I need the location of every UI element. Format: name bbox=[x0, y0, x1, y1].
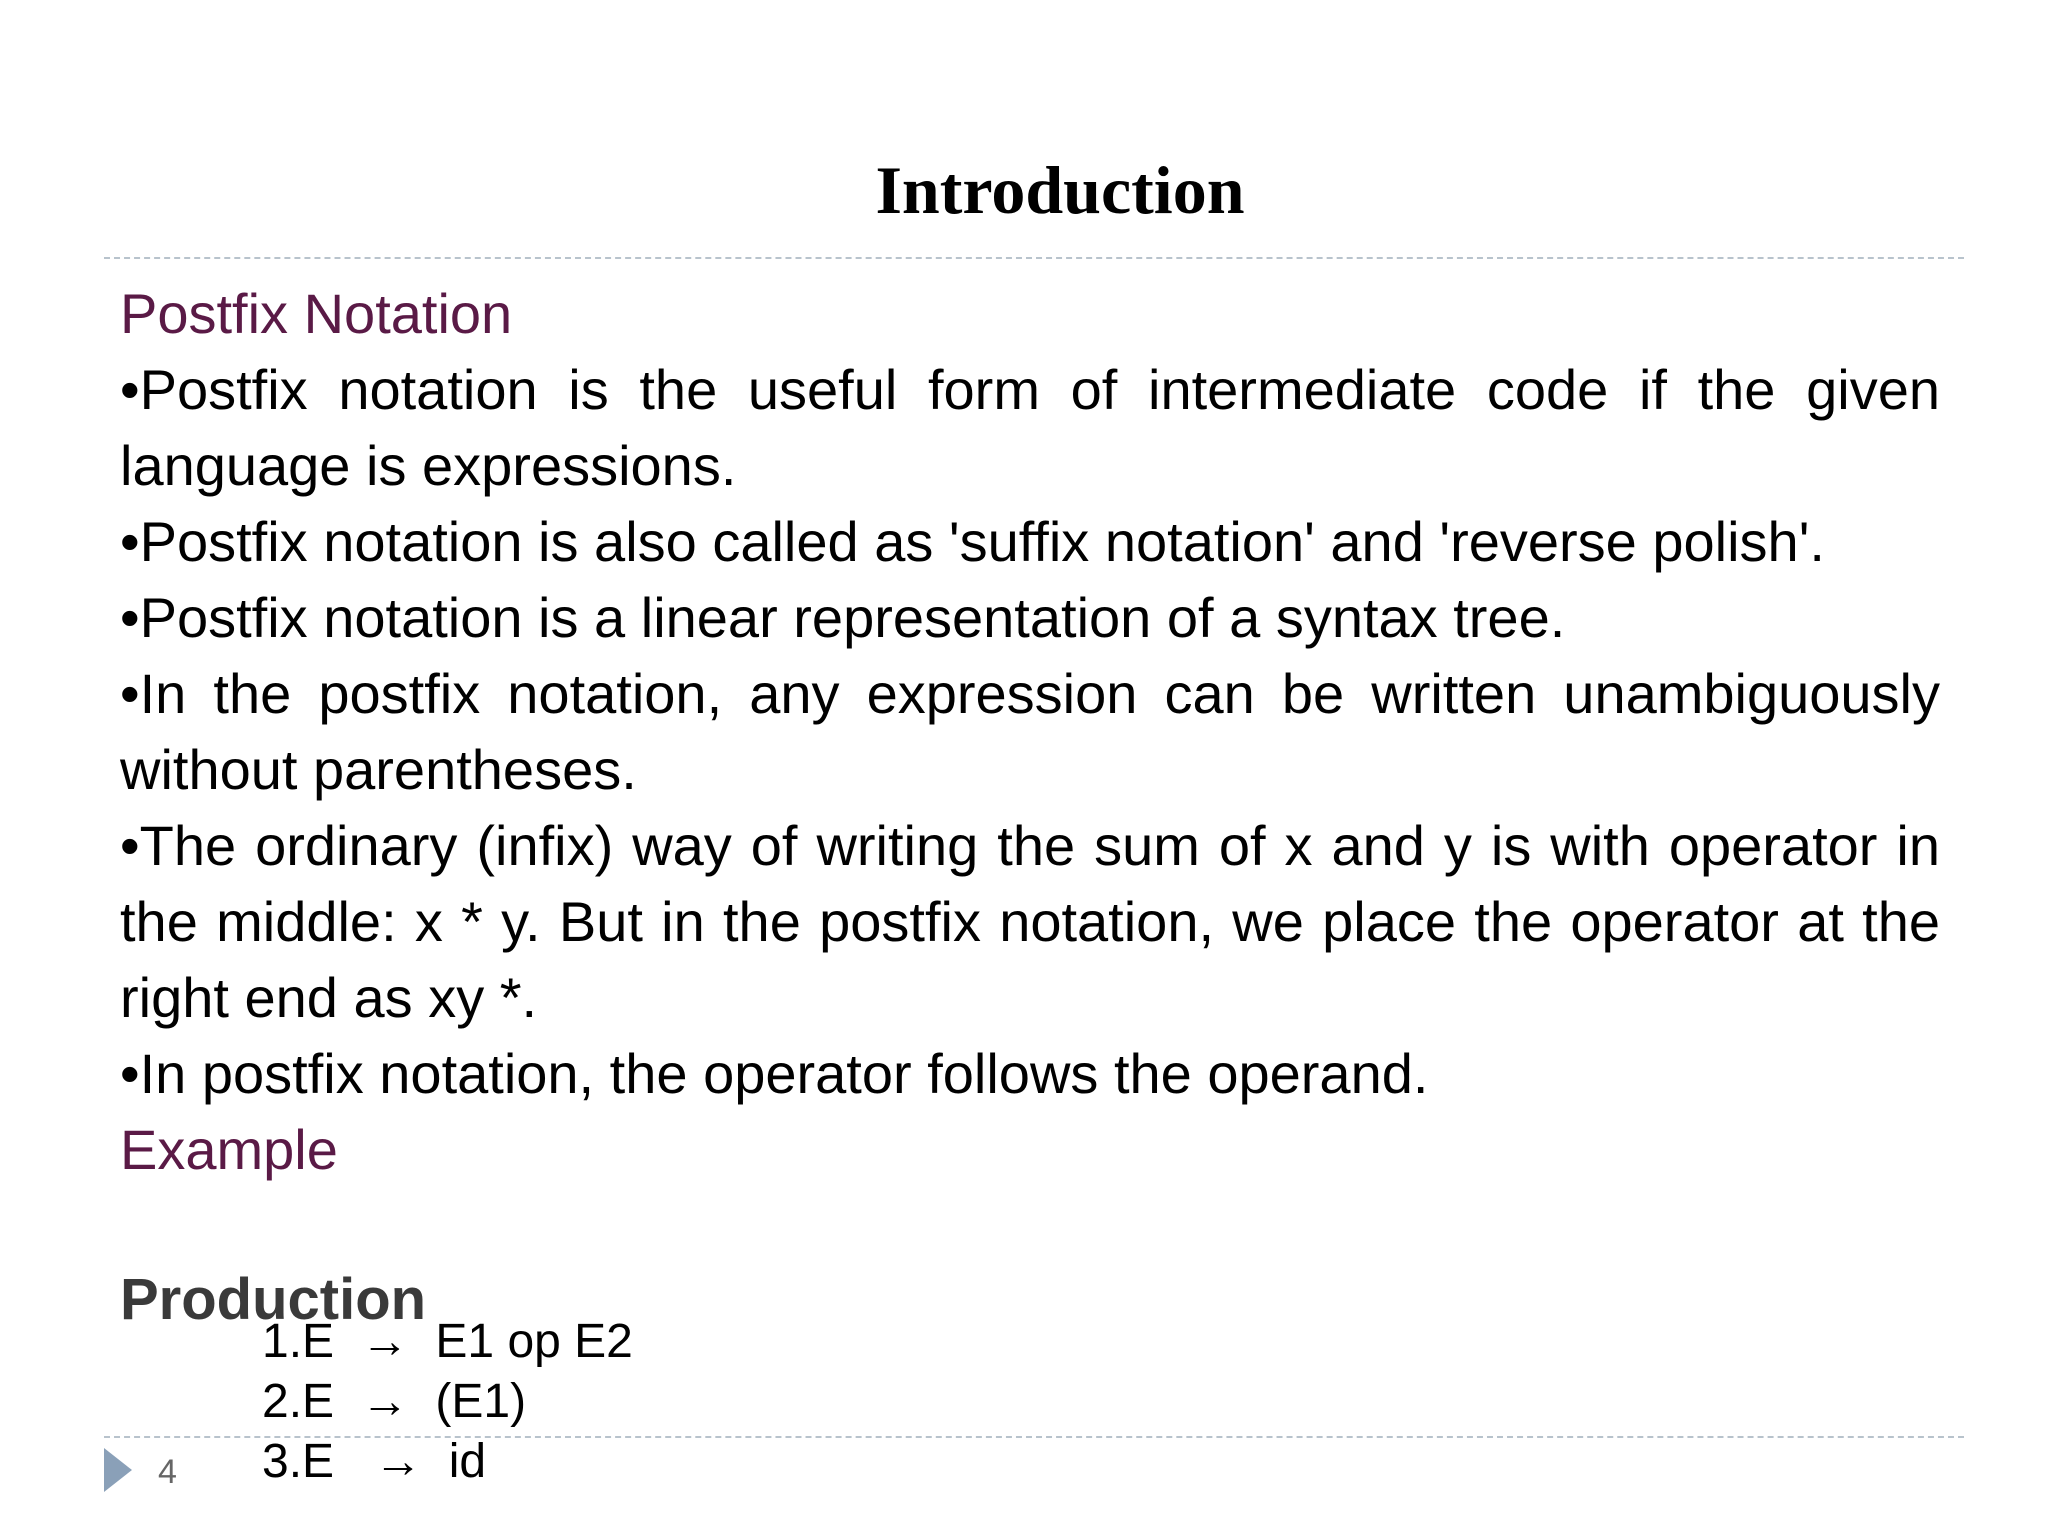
bottom-divider bbox=[104, 1436, 1964, 1438]
production-rule: 1.E → E1 op E2 bbox=[262, 1315, 633, 1368]
production-label: Production bbox=[120, 1267, 427, 1332]
slide-title: Introduction bbox=[875, 152, 1245, 228]
bullet-item: •The ordinary (infix) way of writing the sum of x and y is with operator in the middle: x * y. But in the postfix notation, we place the operator at the right end as xy *. bbox=[120, 814, 1940, 1029]
slide-content bbox=[120, 276, 1940, 1188]
section-heading: Postfix Notation bbox=[120, 282, 513, 345]
bullet-item: •Postfix notation is the useful form of intermediate code if the given language is expressions. bbox=[120, 358, 1940, 497]
page-number: 4 bbox=[158, 1453, 177, 1491]
bullet-item: •In the postfix notation, any expression can be written unambiguously without parentheses. bbox=[120, 662, 1940, 801]
bullet-list bbox=[120, 352, 1940, 1112]
production-list bbox=[262, 1312, 633, 1492]
example-heading: Example bbox=[120, 1118, 338, 1181]
production-rule: 3.E → id bbox=[262, 1435, 487, 1488]
top-divider bbox=[104, 257, 1964, 259]
bullet-item: •In postfix notation, the operator follows the operand. bbox=[120, 1042, 1429, 1105]
bullet-item: •Postfix notation is a linear representation of a syntax tree. bbox=[120, 586, 1566, 649]
triangle-right-icon bbox=[104, 1448, 132, 1492]
production-rule: 2.E → (E1) bbox=[262, 1375, 527, 1428]
bullet-item: •Postfix notation is also called as 'suffix notation' and 'reverse polish'. bbox=[120, 510, 1825, 573]
